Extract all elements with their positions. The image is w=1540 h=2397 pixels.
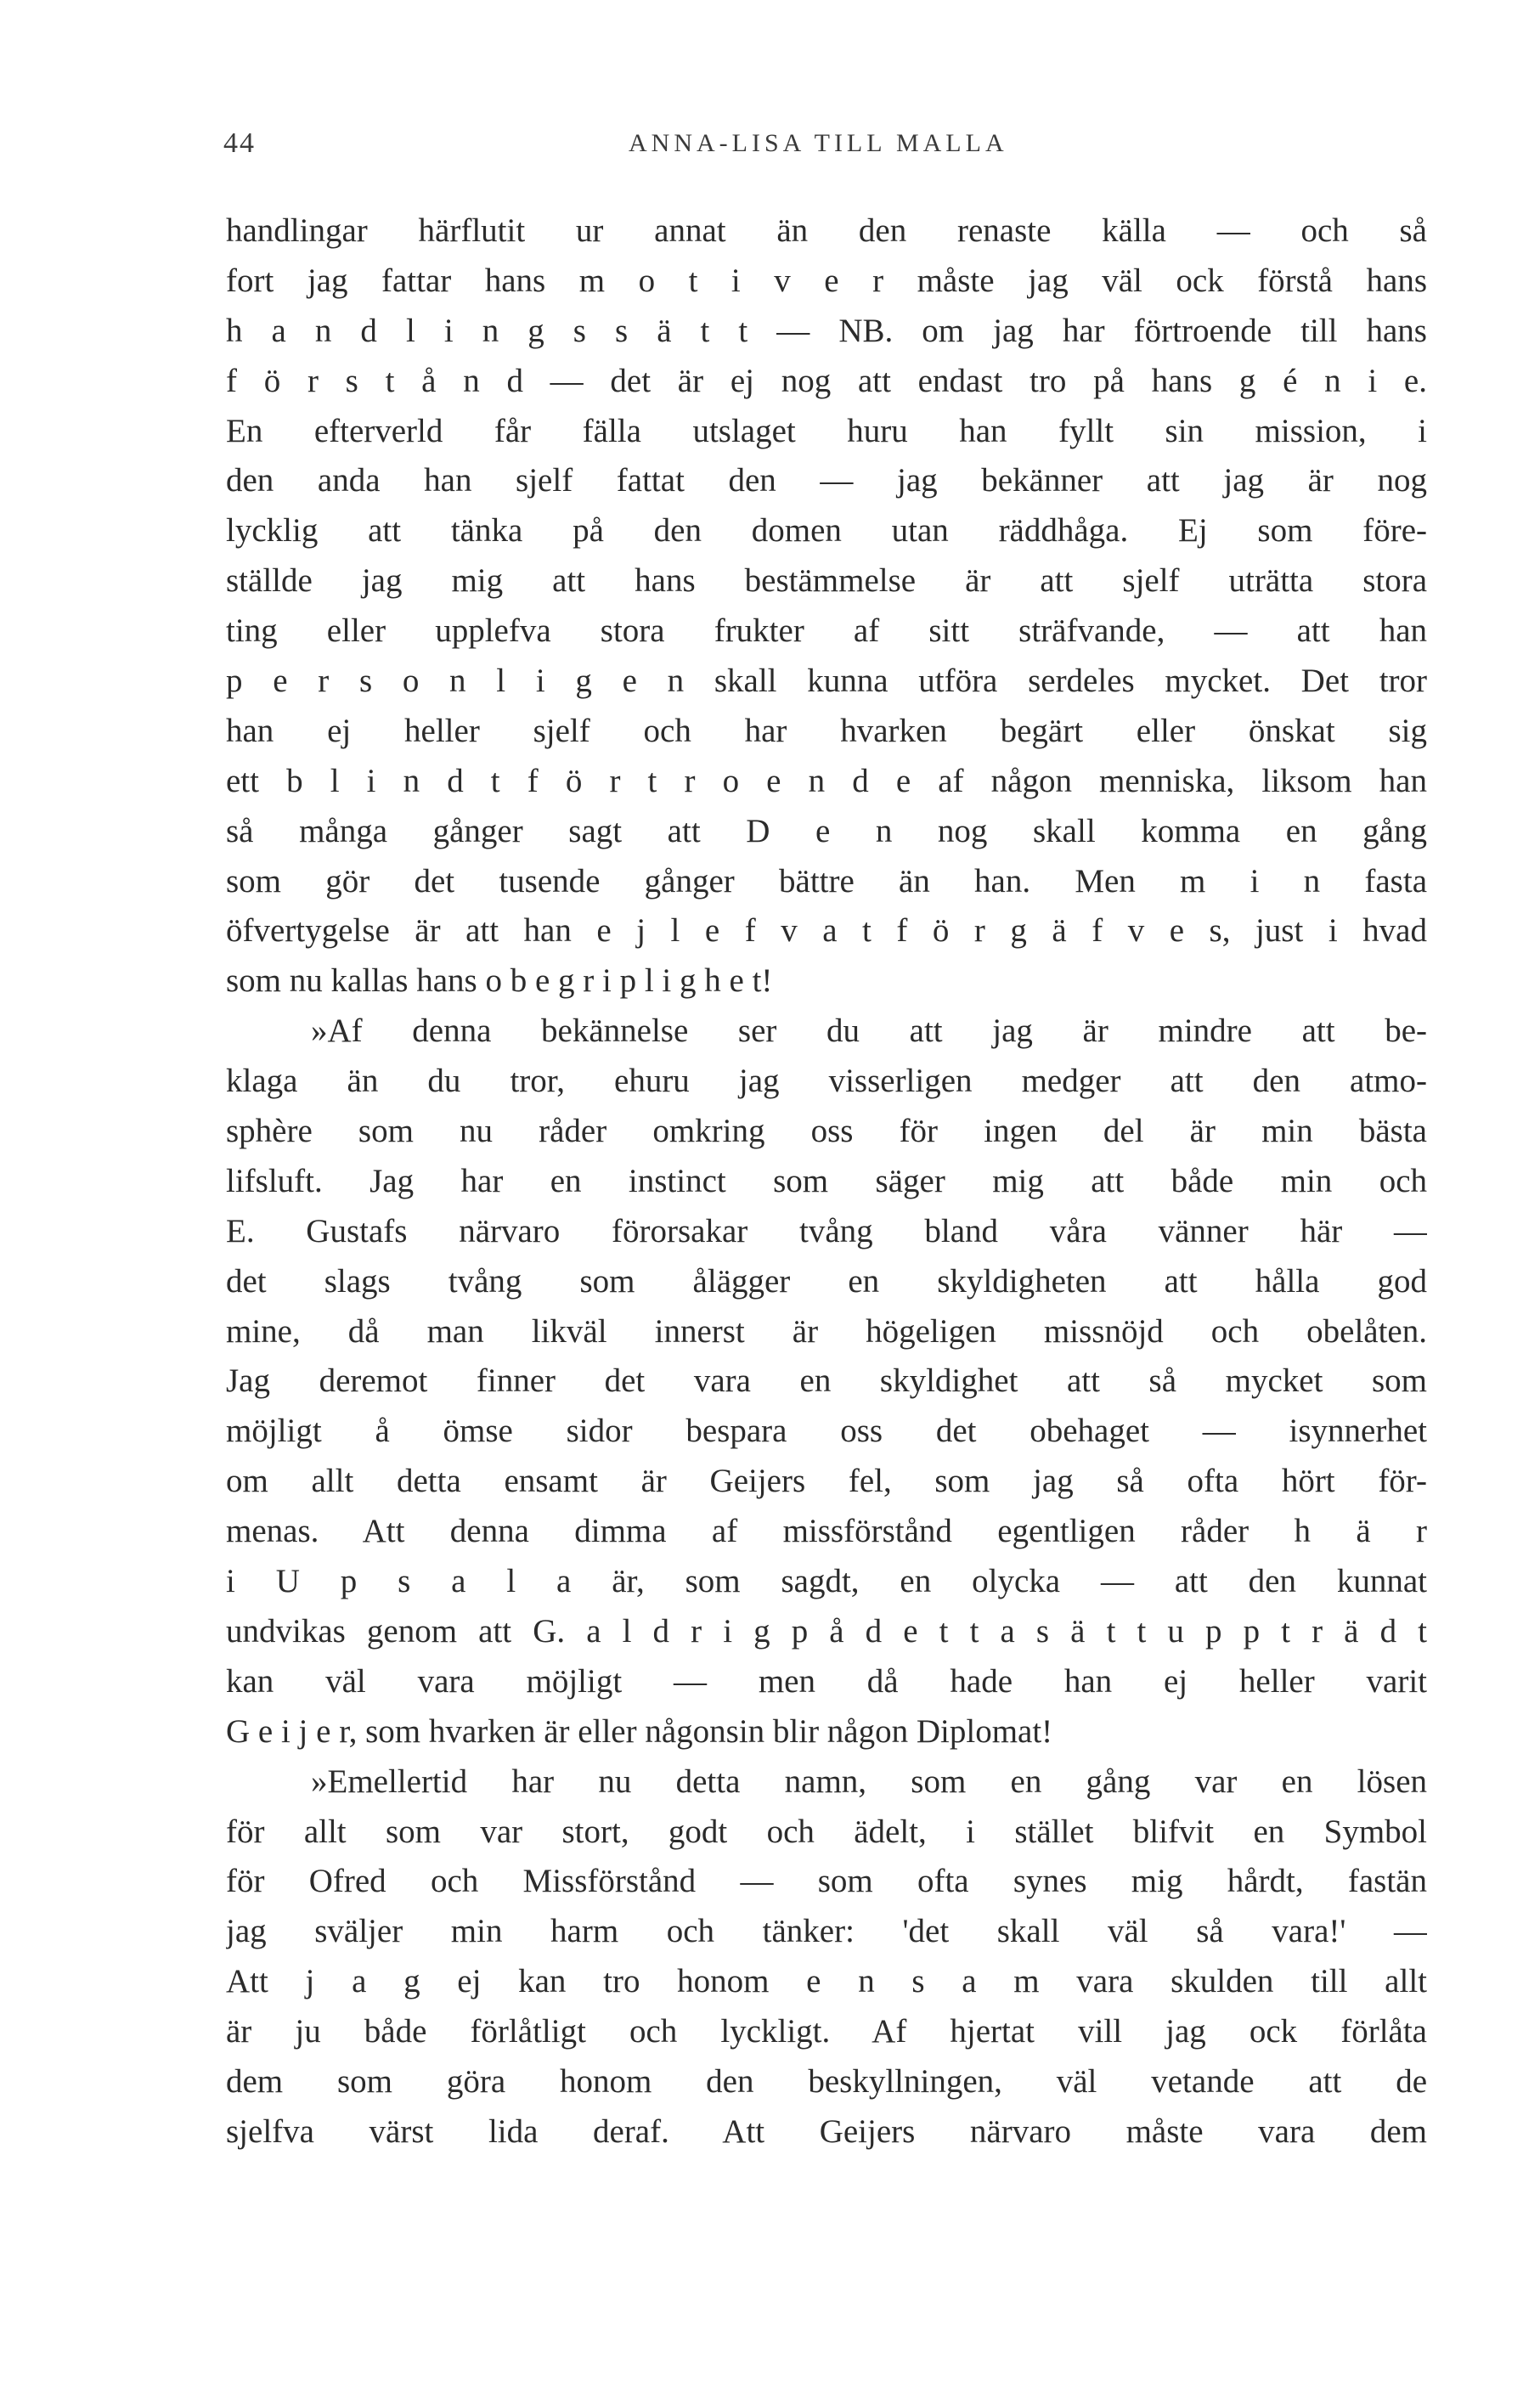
text-line: han ej heller sjelf och har hvarken begärt eller önskat sig xyxy=(226,712,1427,749)
text-line: det slags tvång som ålägger en skyldigheten att hålla god xyxy=(226,1262,1427,1300)
text-line: fort jag fattar hans m o t i v e r måste jag väl ock förstå hans xyxy=(226,262,1427,299)
text-line: mine, då man likväl innerst är högeligen missnöjd och obelåten. xyxy=(226,1312,1427,1350)
text-line: undvikas genom att G. a l d r i g p å d e t t a s ä t t u p p t r ä d t xyxy=(226,1612,1427,1650)
text-line: ställde jag mig att hans bestämmelse är att sjelf uträtta stora xyxy=(226,562,1427,600)
text-line: p e r s o n l i g e n skall kunna utföra serdeles mycket. Det tror xyxy=(226,663,1427,700)
text-line: som nu kallas hans o b e g r i p l i g h e t! xyxy=(226,962,773,1000)
text-line: handlingar härflutit ur annat än den renaste källa — och så xyxy=(226,212,1427,249)
text-line: E. Gustafs närvaro förorsakar tvång bland våra vänner här — xyxy=(226,1212,1427,1249)
text-line: så många gånger sagt att D e n nog skall komma en gång xyxy=(226,812,1427,849)
text-line: som gör det tusende gånger bättre än han. Men m i n fasta xyxy=(226,862,1427,900)
text-line: lifsluft. Jag har en instinct som säger mig att både min och xyxy=(226,1162,1427,1199)
text-line: dem som göra honom den beskyllningen, väl vetande att de xyxy=(226,2062,1427,2100)
text-line: är ju både förlåtligt och lyckligt. Af hjertat vill jag ock förlåta xyxy=(226,2013,1427,2050)
text-line: Att j a g ej kan tro honom e n s a m vara skulden till allt xyxy=(226,1963,1427,2000)
text-line: öfvertygelse är att han e j l e f v a t f ö r g ä f v e s, just i hvad xyxy=(226,912,1427,950)
text-line: menas. Att denna dimma af missförstånd egentligen råder h ä r xyxy=(226,1513,1427,1550)
text-line: Jag deremot finner det vara en skyldighet att så mycket som xyxy=(226,1362,1427,1400)
text-line: ett b l i n d t f ö r t r o e n d e af någon menniska, liksom han xyxy=(226,762,1427,799)
text-line: klaga än du tror, ehuru jag visserligen medger att den atmo- xyxy=(226,1063,1427,1100)
text-line: »Af denna bekännelse ser du att jag är mindre att be- xyxy=(311,1012,1427,1050)
text-line: kan väl vara möjligt — men då hade han ej heller varit xyxy=(226,1662,1427,1700)
text-line: En efterverld får fälla utslaget huru han fyllt sin mission, i xyxy=(226,412,1427,449)
text-line: ting eller upplefva stora frukter af sitt sträfvande, — att han xyxy=(226,612,1427,650)
text-line: »Emellertid har nu detta namn, som en gång var en lösen xyxy=(311,1762,1427,1800)
running-title: ANNA-LISA TILL MALLA xyxy=(629,129,1008,157)
text-line: sphère som nu råder omkring oss för ingen del är min bästa xyxy=(226,1113,1427,1150)
text-line: om allt detta ensamt är Geijers fel, som jag så ofta hört för- xyxy=(226,1463,1427,1500)
text-line: f ö r s t å n d — det är ej nog att endast tro på hans g é n i e. xyxy=(226,362,1427,399)
page-number: 44 xyxy=(223,127,256,159)
text-line: den anda han sjelf fattat den — jag bekänner att jag är nog xyxy=(226,462,1427,499)
text-line: jag sväljer min harm och tänker: 'det skall väl så vara!' — xyxy=(226,1913,1427,1950)
text-line: sjelfva värst lida deraf. Att Geijers närvaro måste vara dem xyxy=(226,2112,1427,2150)
text-line: h a n d l i n g s s ä t t — NB. om jag har förtroende till hans xyxy=(226,312,1427,349)
body-text xyxy=(226,206,1427,2157)
text-line: i U p s a l a är, som sagdt, en olycka — att den kunnat xyxy=(226,1563,1427,1600)
text-line: möjligt å ömse sidor bespara oss det obehaget — isynnerhet xyxy=(226,1413,1427,1450)
text-line: G e i j e r, som hvarken är eller någonsin blir någon Diplomat! xyxy=(226,1712,1053,1750)
running-head xyxy=(223,127,1328,170)
text-line: för allt som var stort, godt och ädelt, i stället blifvit en Symbol xyxy=(226,1813,1427,1850)
text-line: för Ofred och Missförstånd — som ofta synes mig hårdt, fastän xyxy=(226,1863,1427,1900)
text-line: lycklig att tänka på den domen utan räddhåga. Ej som före- xyxy=(226,512,1427,550)
